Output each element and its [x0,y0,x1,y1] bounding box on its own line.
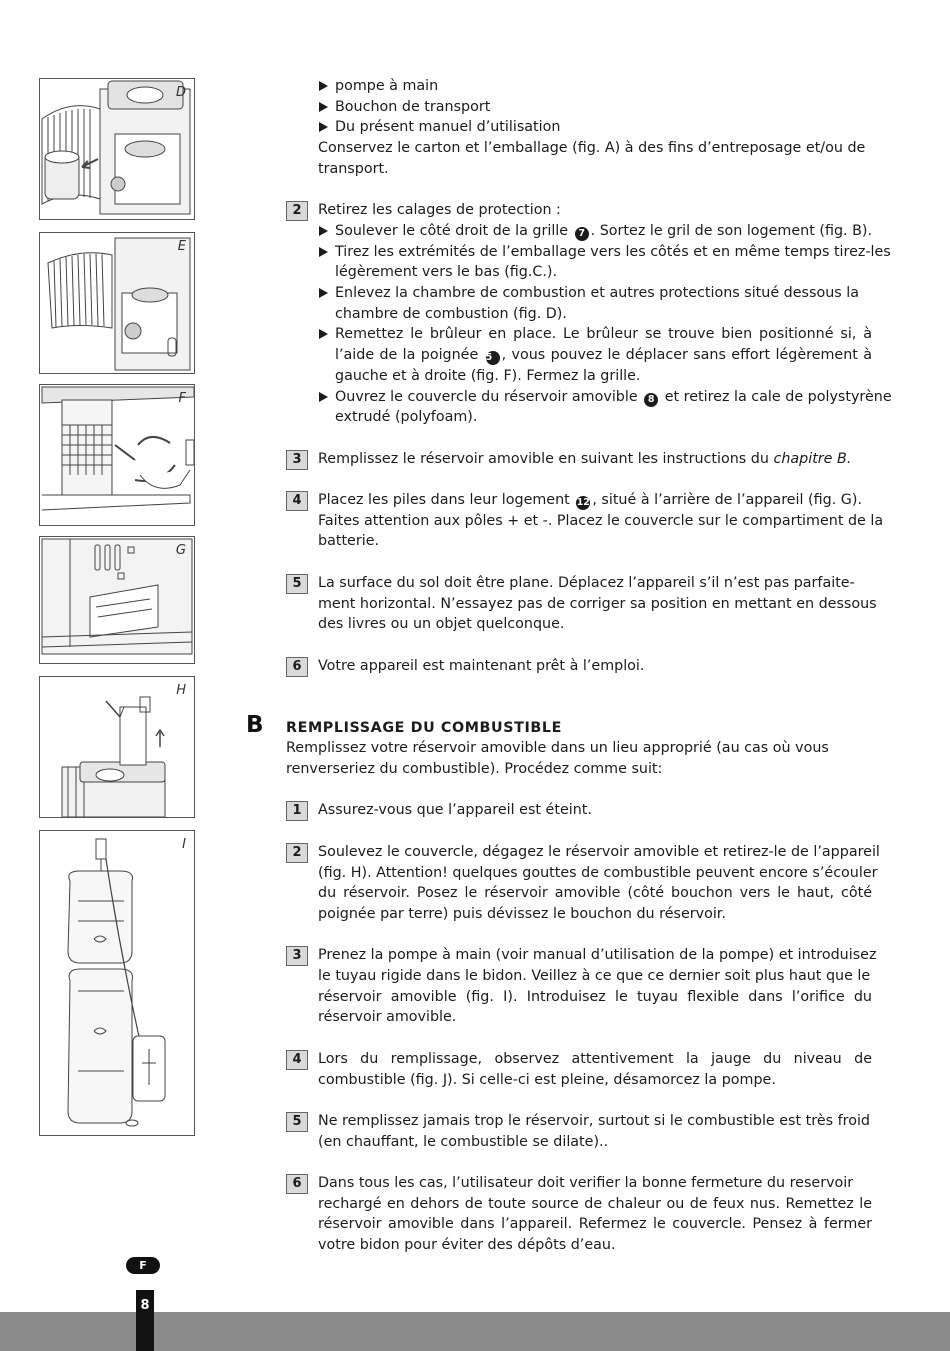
bullet-item: Bouchon de transport [286,97,872,118]
step-number-badge: 2 [286,843,308,863]
figure-i [39,830,195,1136]
figure-d [39,78,195,220]
step-b6 [286,1173,872,1256]
step-text: Placez les piles dans leur logement 12 , situé à l’arrière de l’appareil (fig. G). [318,492,862,509]
step-text: Assurez-vous que l’appareil est éteint. [318,802,592,819]
step-text: du réservoir. Posez le réservoir amovible (côté bouchon vers le haut, côté [318,885,872,902]
step-5-floor [286,573,877,635]
part-number-icon: 7 [575,227,589,241]
bullet-triangle-icon [319,81,328,91]
figure-g-drawing [40,537,194,663]
step-b5 [286,1111,872,1152]
figure-e-label: E [177,239,186,254]
step-text: le tuyau rigide dans le bidon. Veillez à ce que ce dernier soit plus haut que le [318,968,871,985]
step-b4 [286,1049,872,1090]
figure-e [39,232,195,374]
step-text: poignée par terre) puis dévissez le bouchon du réservoir. [318,905,726,922]
main-text [286,76,892,1256]
step-b1 [286,800,872,821]
intro-note-line: transport. [318,160,389,177]
step-text: des livres ou un objet quelconque. [318,616,565,633]
bullet-continuation: l’aide de la poignée 5 , vous pouvez le déplacer sans effort légèrement à [335,347,872,364]
step-text: Faites attention aux pôles + et -. Placez le couvercle sur le compartiment de la [318,512,884,529]
part-number-icon: 12 [576,497,590,509]
bullet-triangle-icon [319,329,328,339]
figure-g [39,536,195,664]
step-text: Lors du remplissage, observez attentivement la jauge du niveau de [318,1050,872,1067]
step-text: batterie. [318,533,380,550]
step-number-badge: 5 [286,1112,308,1132]
step-title: Retirez les calages de protection : [318,202,561,219]
step-text: Votre appareil est maintenant prêt à l’emploi. [318,657,645,674]
step-number-badge: 3 [286,946,308,966]
figure-f [39,384,195,526]
step-text: combustible (fig. J). Si celle-ci est pleine, désamorcez la pompe. [318,1071,776,1088]
step-text: ment horizontal. N’essayez pas de corriger sa position en mettant en dessous [318,595,877,612]
figure-d-drawing [40,79,194,219]
bullet-triangle-icon [319,288,328,298]
bullet-triangle-icon [319,392,328,402]
step-text: (en chauffant, le combustible se dilate).. [318,1133,609,1150]
part-number-icon: 5 [486,351,500,365]
figure-i-label: I [182,837,186,852]
section-b-letter: B [246,712,264,738]
figure-f-label: F [178,391,186,406]
step-number-badge: 2 [286,201,308,221]
step-number-badge: 1 [286,801,308,821]
language-badge: F [126,1257,160,1274]
figure-h-drawing [40,677,194,817]
step-text: La surface du sol doit être plane. Déplacez l’appareil s’il n’est pas parfaite- [318,574,855,591]
bullet-item: Enlevez la chambre de combustion et autres protections situé dessous la [286,283,872,304]
step-2-protection [286,200,892,428]
intro-note-line: Conservez le carton et l’emballage (fig. A) à des fins d’entreposage et/ou de [318,140,866,157]
figure-e-drawing [40,233,194,373]
bullet-item: Tirez les extrémités de l’emballage vers les côtés et en même temps tirez-les [286,242,872,263]
step-text: réservoir amovible (fig. I). Introduisez le tuyau flexible dans l’orifice du [318,988,872,1005]
step-6-ready [286,656,872,677]
bullet-continuation: gauche et à droite (fig. F). Fermez la grille. [335,367,641,384]
figure-h [39,676,195,818]
bullet-item: pompe à main [286,76,872,97]
bullet-item: Remettez le brûleur en place. Le brûleur se trouve bien positionné si, à [286,324,872,345]
part-number-icon: 8 [644,393,658,407]
step-text: Soulevez le couvercle, dégagez le réservoir amovible et retirez-le de l’appareil [318,843,880,860]
step-number-badge: 6 [286,1174,308,1194]
step-number-badge: 4 [286,1050,308,1070]
figure-d-label: D [175,85,186,100]
step-b3 [286,945,877,1028]
bullet-continuation: légèrement vers le bas (fig.C.). [335,264,558,281]
bullet-triangle-icon [319,247,328,257]
step-text: réservoir amovible. [318,1009,457,1026]
page-number: 8 [136,1290,154,1351]
step-text: Remplissez le réservoir amovible en suivant les instructions du chapitre B. [318,450,852,467]
step-text: (fig. H). Attention! quelques gouttes de combustible peuvent encore s’écouler [318,864,878,881]
step-text: Prenez la pompe à main (voir manual d’utilisation de la pompe) et introduisez [318,947,877,964]
bullet-item: Du présent manuel d’utilisation [286,117,872,138]
bullet-continuation: chambre de combustion (fig. D). [335,305,567,322]
section-b-intro: renverseriez du combustible). Procédez comme suit: [286,761,663,778]
step-text: Ne remplissez jamais trop le réservoir, surtout si le combustible est très froid [318,1112,871,1129]
step-number-badge: 4 [286,491,308,511]
bullet-triangle-icon [319,102,328,112]
step-4-batteries [286,490,884,552]
bullet-triangle-icon [319,122,328,132]
step-number-badge: 3 [286,450,308,470]
bullet-triangle-icon [319,226,328,236]
step-text: rechargé en dehors de toute source de chaleur ou de feux nus. Remettez le [318,1195,872,1212]
step-number-badge: 5 [286,574,308,594]
step-number-badge: 6 [286,657,308,677]
step-b2 [286,842,880,925]
step-text: Dans tous les cas, l’utilisateur doit verifier la bonne fermeture du reservoir [318,1175,854,1192]
bullet-item: Soulever le côté droit de la grille 7 . Sortez le gril de son logement (fig. B). [286,221,872,242]
step-text: réservoir amovible dans l’appareil. Refermez le couvercle. Pensez à fermer [318,1216,872,1233]
step-text: votre bidon pour éviter des dépôts d’eau. [318,1237,616,1254]
figure-h-label: H [176,683,186,698]
step-3-fill-tank [286,449,872,470]
bullet-item: Ouvrez le couvercle du réservoir amovible 8 et retirez la cale de polystyrène [286,387,872,408]
figure-g-label: G [175,543,186,558]
bullet-continuation: extrudé (polyfoam). [335,409,478,426]
figure-i-drawing [40,831,194,1135]
section-b-title: REMPLISSAGE DU COMBUSTIBLE [286,719,562,736]
section-b-intro: Remplissez votre réservoir amovible dans un lieu approprié (au cas où vous [286,740,829,757]
figure-f-drawing [40,385,194,525]
